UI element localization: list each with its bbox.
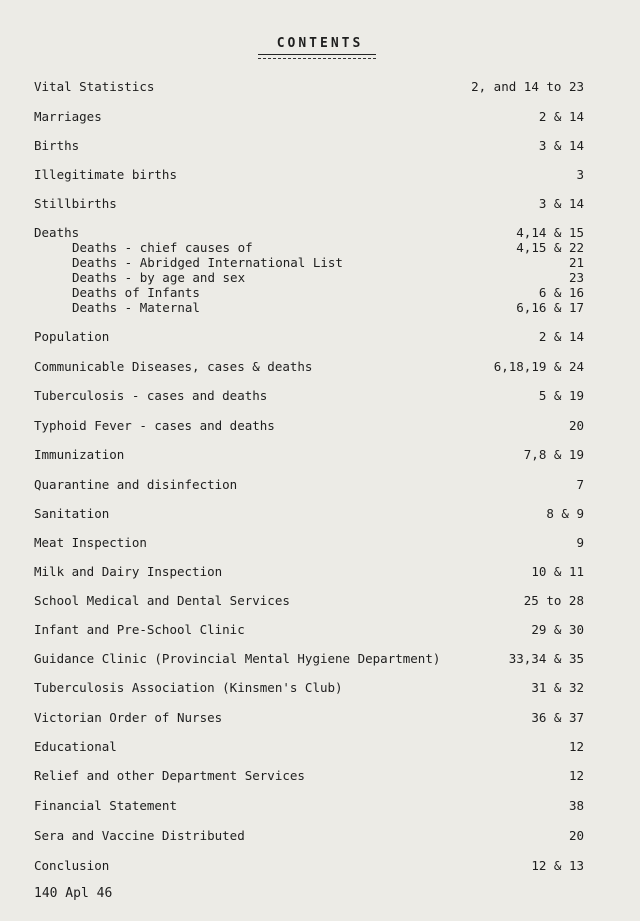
entry-label: Typhoid Fever - cases and deaths [34, 418, 275, 433]
entry-label: Sanitation [34, 506, 110, 521]
entry-label: Marriages [34, 109, 102, 124]
entry-label: Quarantine and disinfection [34, 477, 238, 492]
footer-print-code: 140 Apl 46 [34, 886, 113, 901]
entry-pages: 3 & 14 [538, 196, 584, 211]
entry-label: School Medical and Dental Services [34, 593, 290, 608]
contents-entry [0, 828, 640, 844]
contents-entry [0, 622, 640, 638]
contents-entry [0, 109, 640, 125]
entry-label: Deaths - Abridged International List [72, 255, 343, 270]
entry-pages: 21 [568, 255, 584, 270]
contents-subentry [0, 270, 640, 286]
entry-pages: 6,16 & 17 [516, 300, 584, 315]
entry-label: Illegitimate births [34, 167, 177, 182]
contents-entry [0, 858, 640, 874]
contents-entry [0, 388, 640, 404]
entry-pages: 25 to 28 [523, 593, 584, 608]
contents-entry [0, 359, 640, 375]
entry-pages: 6 & 16 [538, 285, 584, 300]
contents-entry [0, 535, 640, 551]
contents-entry [0, 418, 640, 434]
contents-subentry [0, 300, 640, 316]
entry-pages: 4,14 & 15 [516, 225, 584, 240]
contents-entry [0, 506, 640, 522]
entry-label: Milk and Dairy Inspection [34, 564, 223, 579]
entry-label: Immunization [34, 447, 125, 462]
entry-label: Deaths - by age and sex [72, 270, 246, 285]
entry-pages: 12 [568, 739, 584, 754]
entry-label: Conclusion [34, 858, 110, 873]
contents-subentry [0, 255, 640, 271]
contents-entry [0, 225, 640, 241]
contents-entry [0, 564, 640, 580]
contents-entry [0, 196, 640, 212]
page-title: CONTENTS [276, 36, 364, 51]
entry-label: Infant and Pre-School Clinic [34, 622, 245, 637]
entry-pages: 2 & 14 [538, 329, 584, 344]
entry-pages: 36 & 37 [531, 710, 584, 725]
entry-label: Communicable Diseases, cases & deaths [34, 359, 313, 374]
contents-subentry [0, 285, 640, 301]
entry-label: Births [34, 138, 80, 153]
entry-label: Vital Statistics [34, 79, 155, 94]
contents-entry [0, 447, 640, 463]
entry-label: Educational [34, 739, 117, 754]
contents-entry [0, 798, 640, 814]
contents-entry [0, 79, 640, 95]
entry-pages: 5 & 19 [538, 388, 584, 403]
entry-label: Tuberculosis Association (Kinsmen's Club) [34, 680, 343, 695]
contents-entry [0, 651, 640, 667]
entry-label: Guidance Clinic (Provincial Mental Hygiene Department) [34, 651, 441, 666]
entry-pages: 3 & 14 [538, 138, 584, 153]
entry-label: Financial Statement [34, 798, 177, 813]
contents-subentry [0, 240, 640, 256]
entry-pages: 4,15 & 22 [516, 240, 584, 255]
entry-pages: 6,18,19 & 24 [493, 359, 584, 374]
entry-label: Deaths of Infants [72, 285, 200, 300]
entry-pages: 33,34 & 35 [508, 651, 584, 666]
contents-entry [0, 167, 640, 183]
entry-pages: 8 & 9 [546, 506, 584, 521]
entry-pages: 31 & 32 [531, 680, 584, 695]
entry-pages: 3 [576, 167, 584, 182]
entry-pages: 29 & 30 [531, 622, 584, 637]
entry-label: Meat Inspection [34, 535, 147, 550]
entry-pages: 10 & 11 [531, 564, 584, 579]
contents-entry [0, 710, 640, 726]
contents-entry [0, 138, 640, 154]
entry-label: Sera and Vaccine Distributed [34, 828, 245, 843]
entry-pages: 7 [576, 477, 584, 492]
entry-pages: 2, and 14 to 23 [471, 79, 584, 94]
entry-pages: 9 [576, 535, 584, 550]
entry-label: Stillbirths [34, 196, 117, 211]
entry-pages: 12 [568, 768, 584, 783]
entry-pages: 23 [568, 270, 584, 285]
entry-label: Population [34, 329, 110, 344]
entry-pages: 38 [568, 798, 584, 813]
contents-entry [0, 593, 640, 609]
title-underline [258, 54, 376, 55]
entry-label: Deaths - chief causes of [72, 240, 253, 255]
entry-pages: 7,8 & 19 [523, 447, 584, 462]
contents-entry [0, 768, 640, 784]
entry-label: Tuberculosis - cases and deaths [34, 388, 268, 403]
entry-pages: 12 & 13 [531, 858, 584, 873]
entry-label: Relief and other Department Services [34, 768, 305, 783]
contents-entry [0, 477, 640, 493]
entry-label: Deaths - Maternal [72, 300, 200, 315]
contents-entry [0, 329, 640, 345]
contents-entry [0, 680, 640, 696]
entry-label: Victorian Order of Nurses [34, 710, 223, 725]
entry-label: Deaths [34, 225, 80, 240]
title-dashed-underline [258, 58, 376, 59]
entry-pages: 2 & 14 [538, 109, 584, 124]
entry-pages: 20 [568, 418, 584, 433]
contents-entry [0, 739, 640, 755]
entry-pages: 20 [568, 828, 584, 843]
